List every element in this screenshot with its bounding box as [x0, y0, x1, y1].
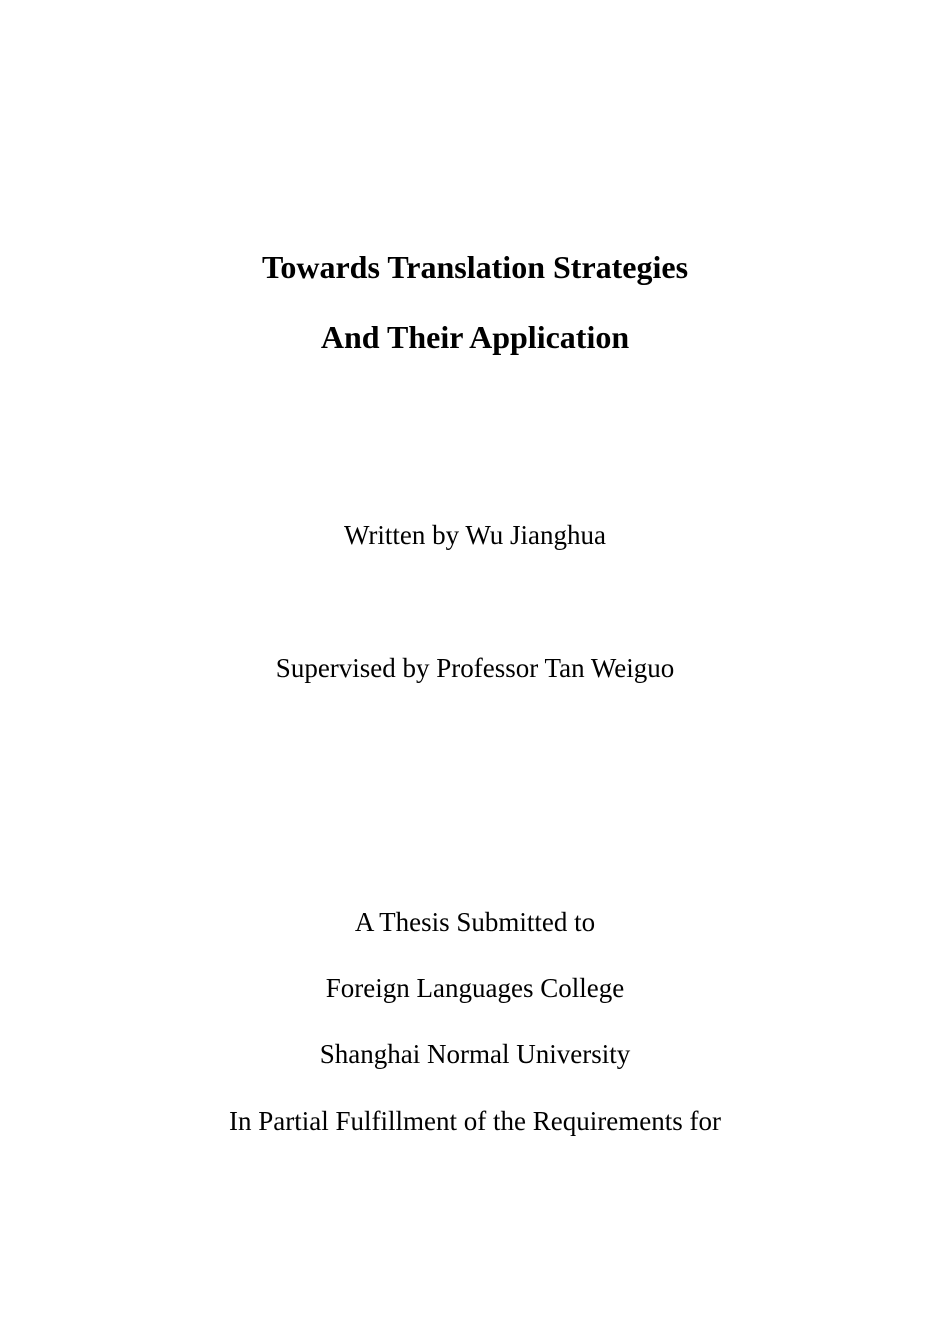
fulfillment-line: In Partial Fulfillment of the Requirements for: [229, 1106, 721, 1136]
thesis-title-line-2: And Their Application: [320, 319, 630, 355]
author-line: Written by Wu Jianghua: [343, 520, 607, 550]
supervisor-line: Supervised by Professor Tan Weiguo: [275, 653, 675, 683]
thesis-title-line-1: Towards Translation Strategies: [261, 249, 689, 285]
submission-line-1: A Thesis Submitted to: [354, 907, 596, 937]
university-name: Shanghai Normal University: [319, 1039, 631, 1069]
college-name: Foreign Languages College: [325, 973, 625, 1003]
